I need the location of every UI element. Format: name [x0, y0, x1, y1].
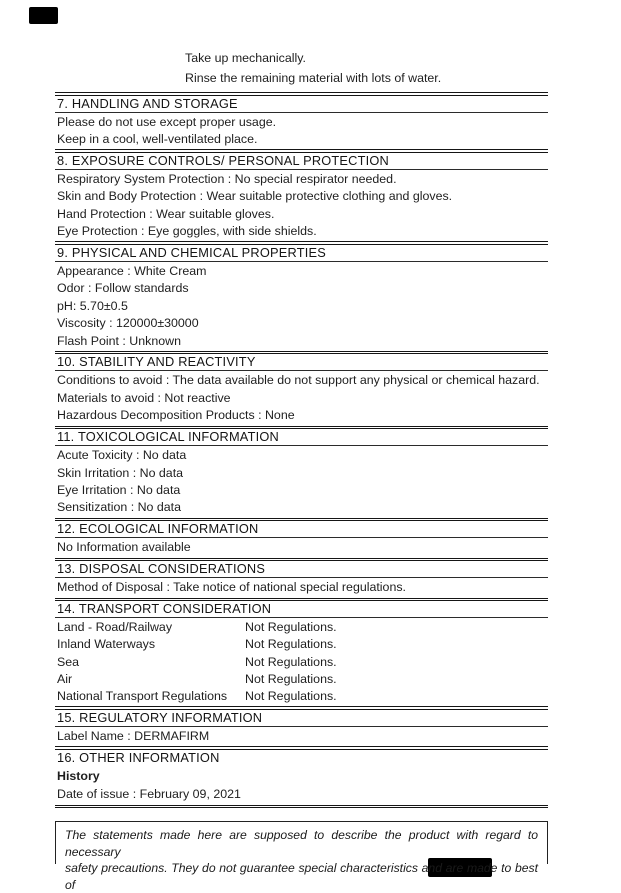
section — [55, 601, 548, 706]
section-line: Hand Protection : Wear suitable gloves. — [57, 206, 275, 221]
section-line: Please do not use except proper usage. — [57, 114, 277, 129]
transport-row — [57, 619, 548, 636]
transport-mode-label: Inland Waterways — [57, 637, 156, 652]
section-line: Hazardous Decomposition Products : None — [57, 408, 295, 423]
transport-mode-label: Air — [57, 671, 73, 686]
section — [55, 710, 548, 746]
transport-row — [57, 654, 548, 671]
transport-mode-label: Land - Road/Railway — [57, 620, 173, 635]
section — [55, 429, 548, 518]
disclaimer-line: safety precautions. They do not guarantee special characteristics and are made to best of — [65, 861, 538, 892]
transport-regulation-value: Not Regulations. — [245, 688, 337, 703]
disclaimer-line: The statements made here are supposed to describe the product with regard to necessary — [65, 828, 538, 859]
transport-mode-label: National Transport Regulations — [57, 688, 228, 703]
transport-regulation-value: Not Regulations. — [245, 654, 337, 669]
section-title: 15. REGULATORY INFORMATION — [55, 710, 548, 727]
section — [55, 750, 548, 805]
section-line: Eye Protection : Eye goggles, with side shields. — [57, 224, 317, 239]
section — [55, 561, 548, 597]
section-title: 8. EXPOSURE CONTROLS/ PERSONAL PROTECTION — [55, 153, 548, 170]
section — [55, 245, 548, 351]
section-title: 14. TRANSPORT CONSIDERATION — [55, 601, 548, 618]
section-body — [55, 766, 548, 805]
section-line: Method of Disposal : Take notice of national special regulations. — [57, 580, 406, 595]
section-line: Skin Irritation : No data — [57, 465, 184, 480]
section-line: Materials to avoid : Not reactive — [57, 390, 231, 405]
section-title: 13. DISPOSAL CONSIDERATIONS — [55, 561, 548, 578]
section-line: Viscosity : 120000±30000 — [57, 316, 199, 331]
section-line: Skin and Body Protection : Wear suitable protective clothing and gloves. — [57, 189, 453, 204]
scan-mark-top-left — [29, 7, 58, 24]
section-line: Date of issue : February 09, 2021 — [57, 787, 241, 802]
section-line: No Information available — [57, 540, 191, 555]
section-title: 9. PHYSICAL AND CHEMICAL PROPERTIES — [55, 245, 548, 262]
section — [55, 521, 548, 557]
transport-regulation-value: Not Regulations. — [245, 637, 337, 652]
closing-rule — [55, 805, 548, 809]
section-body — [55, 727, 548, 746]
section-line: Acute Toxicity : No data — [57, 448, 187, 463]
section-body — [55, 262, 548, 351]
section — [55, 354, 548, 425]
section6-continuation — [185, 48, 548, 88]
section-body — [55, 538, 548, 557]
sections-list — [55, 92, 548, 805]
section-title: 12. ECOLOGICAL INFORMATION — [55, 521, 548, 538]
section-line: pH: 5.70±0.5 — [57, 298, 128, 313]
section-line: Sensitization : No data — [57, 500, 181, 515]
section-line: Conditions to avoid : The data available do not support any physical or chemical hazard. — [57, 373, 540, 388]
transport-row — [57, 671, 548, 688]
section-title: 7. HANDLING AND STORAGE — [55, 96, 548, 113]
section-line: Appearance : White Cream — [57, 263, 207, 278]
transport-mode-label: Sea — [57, 654, 80, 669]
section-line: History — [57, 768, 100, 783]
intro-line: Take up mechanically. — [185, 51, 306, 65]
section-body — [55, 618, 548, 706]
section-title: 10. STABILITY AND REACTIVITY — [55, 354, 548, 371]
section-body — [55, 113, 548, 150]
section — [55, 96, 548, 150]
disclaimer-box — [55, 821, 548, 892]
section-body — [55, 578, 548, 597]
section-title: 16. OTHER INFORMATION — [57, 749, 220, 765]
section-body — [55, 446, 548, 518]
transport-row — [57, 636, 548, 653]
section-body — [55, 170, 548, 242]
section-line: Keep in a cool, well-ventilated place. — [57, 131, 258, 146]
section-line: Flash Point : Unknown — [57, 333, 181, 348]
transport-row — [57, 688, 548, 705]
section-body — [55, 371, 548, 425]
transport-regulation-value: Not Regulations. — [245, 620, 337, 635]
section-line: Label Name : DERMAFIRM — [57, 728, 210, 743]
section-line: Odor : Follow standards — [57, 281, 189, 296]
transport-regulation-value: Not Regulations. — [245, 671, 337, 686]
section-line: Eye Irritation : No data — [57, 483, 181, 497]
document-content — [55, 48, 548, 892]
section-line: Respiratory System Protection : No special respirator needed. — [57, 171, 397, 186]
intro-line: Rinse the remaining material with lots of water. — [185, 71, 442, 85]
section — [55, 153, 548, 242]
section-title: 11. TOXICOLOGICAL INFORMATION — [55, 429, 548, 446]
